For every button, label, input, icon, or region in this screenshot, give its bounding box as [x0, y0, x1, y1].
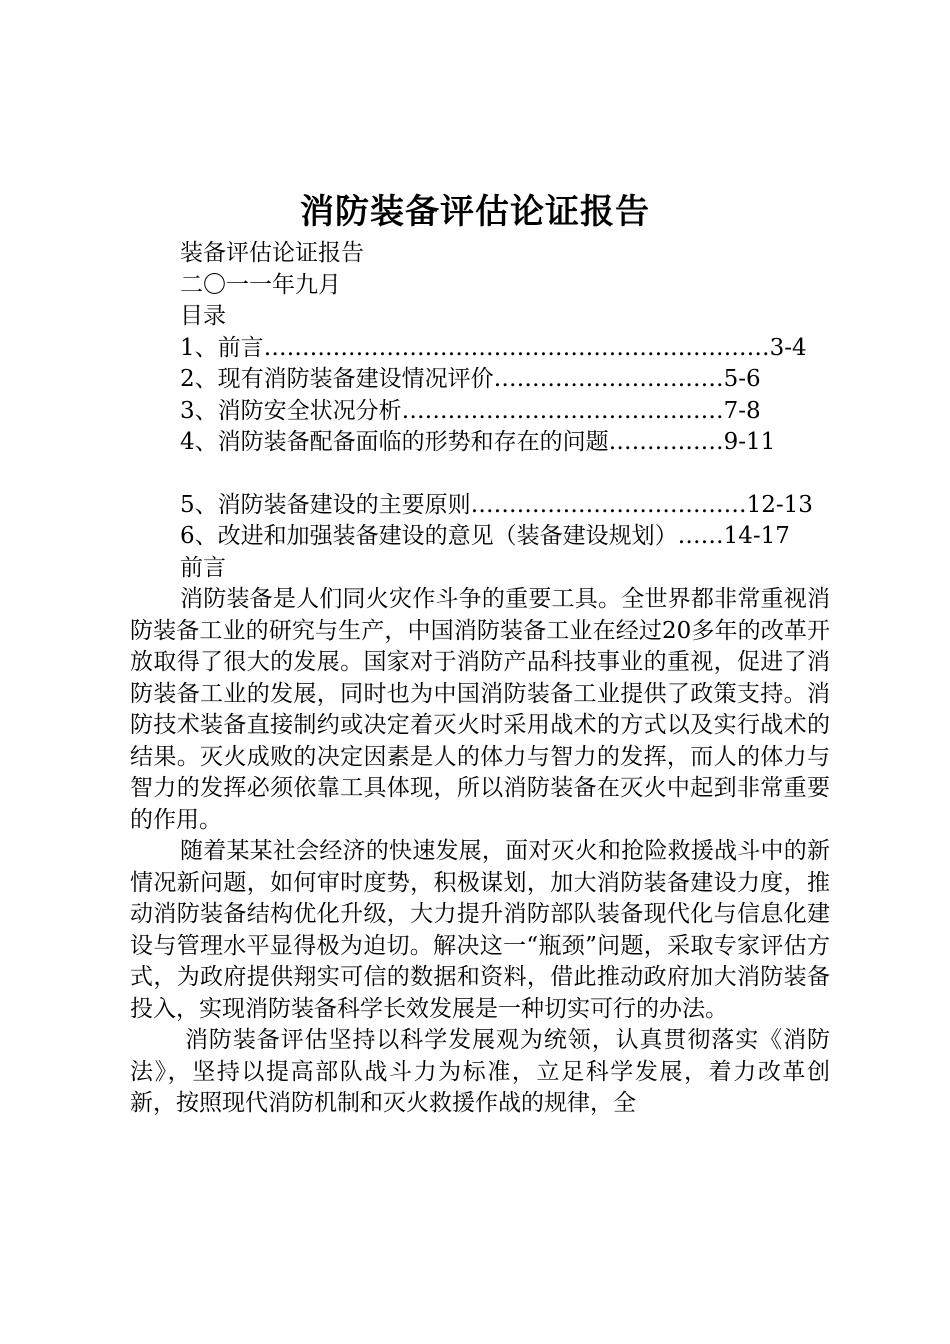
toc-item: 1、前言…………………………………………………………3-4	[180, 334, 807, 361]
subtitle: 装备评估论证报告	[180, 240, 364, 266]
toc-item: 6、改进和加强装备建设的意见（装备建设规划）……14-17	[180, 523, 790, 549]
toc-item: 2、现有消防装备建设情况评价…………………………5-6	[180, 366, 761, 392]
toc-item: 4、消防装备配备面临的形势和存在的问题……………9-11	[180, 429, 776, 455]
toc-item: 3、消防安全状况分析……………………………………7-8	[180, 397, 761, 424]
date-line: 二〇一一年九月	[180, 271, 341, 298]
toc-item: 5、消防装备建设的主要原则………………………………12-13	[180, 491, 813, 518]
toc-heading: 目录	[180, 303, 226, 329]
body-paragraph: 随着某某社会经济的快速发展，面对灭火和抢险救援战斗中的新情况新问题，如何审时度势，积极谋划，加大消防装备建设力度，推动消防装备结构优化升级，大力提升消防部队装备现代化与信息化建设与管理水平显得极为迫切。解决这一“瓶颈”问题，采取专家评估方式，为政府提供翔实可信的数据和资料，借此推动政府加大消防装备投入，实现消防装备科学长效发展是一种切实可行的办法。	[130, 838, 830, 1022]
section-heading: 前言	[180, 554, 226, 581]
body-paragraph: 消防装备评估坚持以科学发展观为统领，认真贯彻落实《消防法》，坚持以提高部队战斗力为标准，立足科学发展，着力改革创新，按照现代消防机制和灭火救援作战的规律，全	[130, 1027, 830, 1116]
document-body	[130, 238, 830, 1120]
body-paragraph: 消防装备是人们同火灾作斗争的重要工具。全世界都非常重视消防装备工业的研究与生产，中国消防装备工业在经过20多年的改革开放取得了很大的发展。国家对于消防产品科技事业的重视，促进了消防装备工业的发展，同时也为中国消防装备工业提供了政策支持。消防技术装备直接制约或决定着灭火时采用战术的方式以及实行战术的结果。灭火成败的决定因素是人的体力与智力的发挥，而人的体力与智力的发挥必须依靠工具体现，所以消防装备在灭火中起到非常重要的作用。	[130, 586, 830, 833]
spacer	[130, 459, 830, 490]
document-title: 消防装备评估论证报告	[300, 192, 650, 232]
